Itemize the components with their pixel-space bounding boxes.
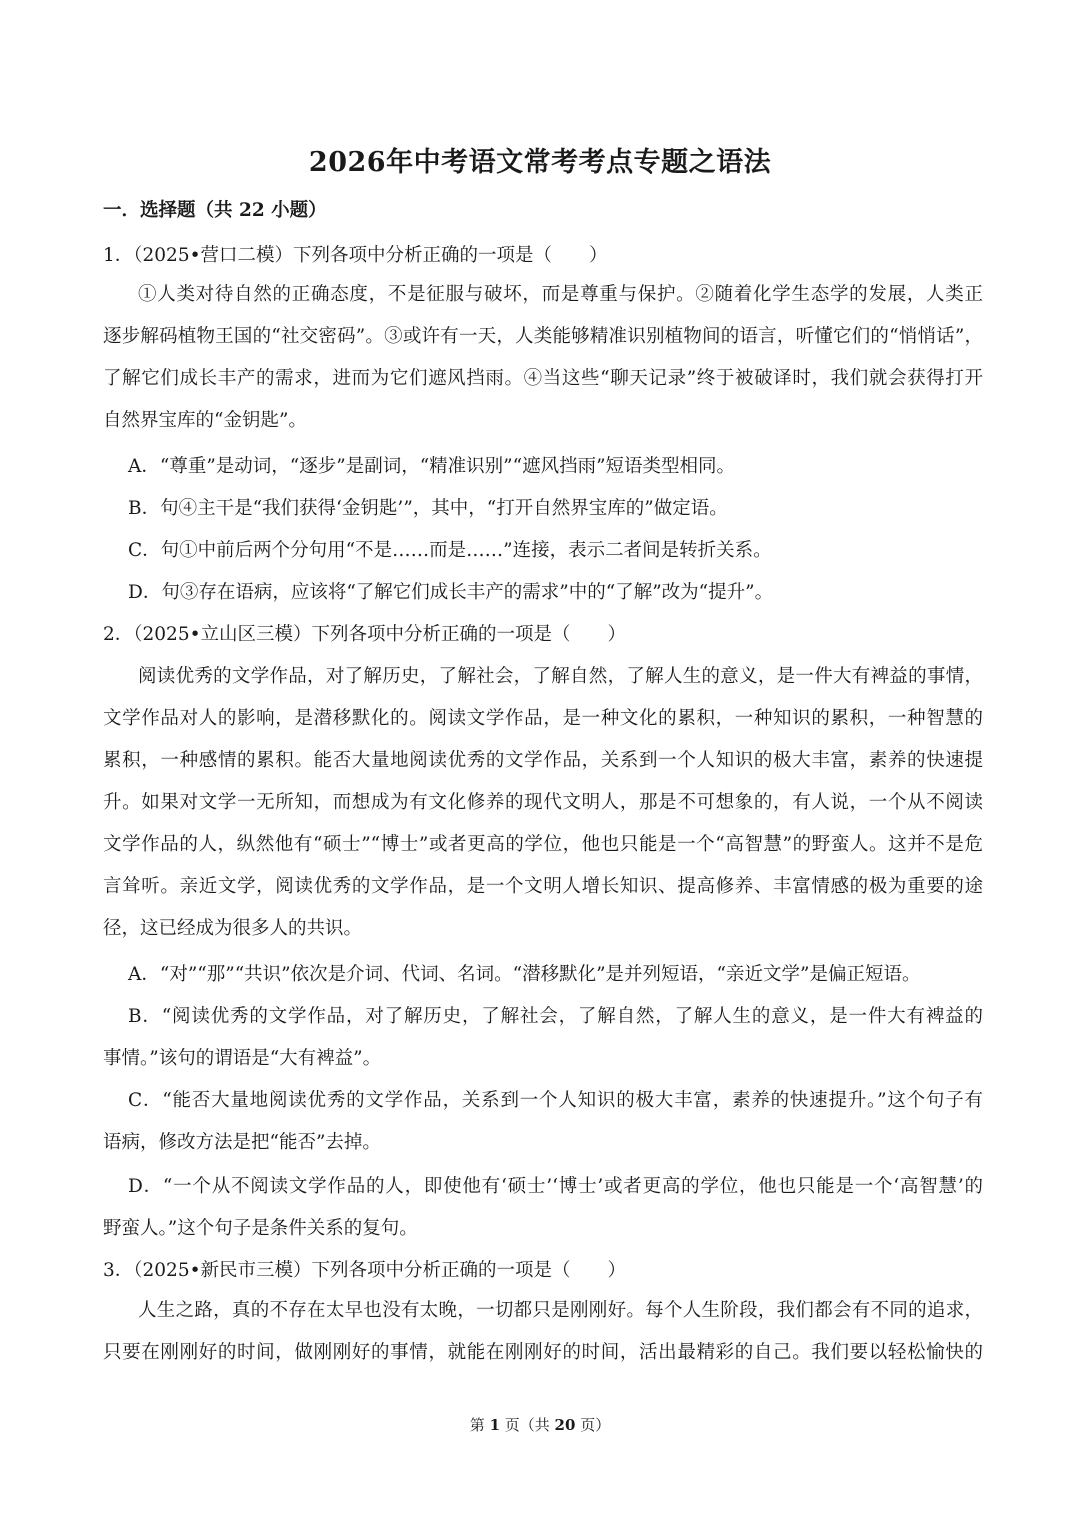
passage-line: 了解它们成长丰产的需求，进而为它们遮风挡雨。④当这些“聊天记录”终于被破译时，我们就会获得打开 <box>103 368 983 389</box>
option-b: B．“阅读优秀的文学作品，对了解历史，了解社会，了解自然，了解人生的意义，是一件大有裨益的 <box>128 1006 983 1027</box>
footer-middle: 页（共 <box>500 1416 555 1434</box>
total-pages: 20 <box>554 1416 576 1434</box>
passage-line: 只要在刚刚好的时间，做刚刚好的事情，就能在刚刚好的时间，活出最精彩的自己。我们要以轻松愉快的 <box>103 1342 983 1363</box>
passage-line: 阅读优秀的文学作品，对了解历史，了解社会，了解自然，了解人生的意义，是一件大有裨益的事情， <box>138 666 983 687</box>
page-number: 1 <box>489 1416 500 1434</box>
option-b: B．句④主干是“我们获得‘金钥匙’”，其中，“打开自然界宝库的”做定语。 <box>128 498 728 519</box>
question-3-stem: 3．（2025•新民市三模）下列各项中分析正确的一项是（ ） <box>103 1260 627 1281</box>
section-heading: 一．选择题（共 22 小题） <box>103 200 327 221</box>
question-1-stem: 1．（2025•营口二模）下列各项中分析正确的一项是（ ） <box>103 245 608 266</box>
page-footer <box>0 1414 1080 1435</box>
passage-line: 言耸听。亲近文学，阅读优秀的文学作品，是一个文明人增长知识、提高修养、丰富情感的极为重要的途 <box>103 876 983 897</box>
footer-suffix: 页） <box>575 1416 611 1434</box>
passage-line: 逐步解码植物王国的“社交密码”。③或许有一天，人类能够精准识别植物间的语言，听懂它们的“悄悄话”， <box>103 326 983 347</box>
passage-line: 累积，一种感情的累积。能否大量地阅读优秀的文学作品，关系到一个人知识的极大丰富，素养的快速提 <box>103 750 983 771</box>
option-d: D．句③存在语病，应该将“了解它们成长丰产的需求”中的“了解”改为“提升”。 <box>128 582 774 603</box>
option-b-cont: 事情。”该句的谓语是“大有裨益”。 <box>103 1048 382 1069</box>
passage-line: 人生之路，真的不存在太早也没有太晚，一切都只是刚刚好。每个人生阶段，我们都会有不同的追求， <box>138 1300 983 1321</box>
document-title: 2026年中考语文常考考点专题之语法 <box>308 147 772 178</box>
option-c: C．“能否大量地阅读优秀的文学作品，关系到一个人知识的极大丰富，素养的快速提升。”这个句子有 <box>128 1090 983 1111</box>
passage-line: 升。如果对文学一无所知，而想成为有文化修养的现代文明人，那是不可想象的，有人说，一个从不阅读 <box>103 792 983 813</box>
passage-line: ①人类对待自然的正确态度，不是征服与破坏，而是尊重与保护。②随着化学生态学的发展，人类正 <box>138 284 983 305</box>
option-a: A．“对”“那”“共识”依次是介词、代词、名词。“潜移默化”是并列短语，“亲近文学”是偏正短语。 <box>128 964 921 985</box>
option-c-cont: 语病，修改方法是把“能否”去掉。 <box>103 1132 381 1153</box>
question-2-stem: 2．（2025•立山区三模）下列各项中分析正确的一项是（ ） <box>103 624 627 645</box>
option-a: A．“尊重”是动词，“逐步”是副词，“精准识别”“遮风挡雨”短语类型相同。 <box>128 456 736 477</box>
option-d: D．“一个从不阅读文学作品的人，即使他有‘硕士’‘博士’或者更高的学位，他也只能是一个‘高智慧’的 <box>128 1176 983 1197</box>
passage-line: 文学作品对人的影响，是潜移默化的。阅读文学作品，是一种文化的累积，一种知识的累积，一种智慧的 <box>103 708 983 729</box>
passage-line: 自然界宝库的“金钥匙”。 <box>103 410 307 431</box>
passage-line: 径，这已经成为很多人的共识。 <box>103 918 363 939</box>
footer-prefix: 第 <box>469 1416 490 1434</box>
option-d-cont: 野蛮人。”这个句子是条件关系的复句。 <box>103 1218 418 1239</box>
passage-line: 文学作品的人，纵然他有“硕士”“博士”或者更高的学位，他也只能是一个“高智慧”的野蛮人。这并不是危 <box>103 834 983 855</box>
option-c: C．句①中前后两个分句用“不是……而是……”连接，表示二者间是转折关系。 <box>128 540 772 561</box>
